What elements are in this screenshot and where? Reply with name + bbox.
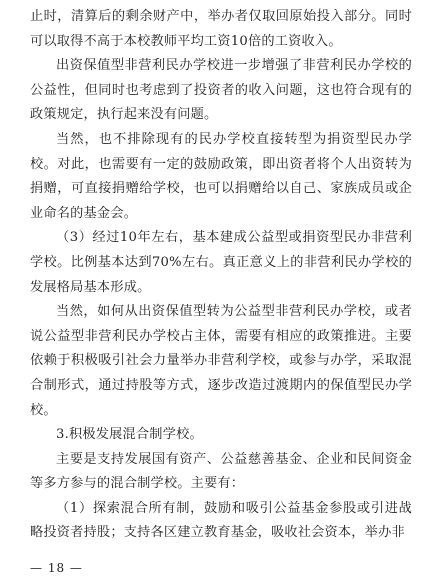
paragraph-7: （1）探索混合所有制，鼓励和吸引公益基金参股或引进战略投资者持股；支持各区建立教育基金，吸收社会资本，举办非 (30, 500, 412, 541)
section-heading: 3.积极发展混合制学校。 (56, 427, 203, 443)
paragraph-6: 主要是支持发展国有资产、公益慈善基金、企业和民间资金等多方参与的混合制学校。主要有： (30, 451, 412, 492)
paragraph-5: 当然，如何从出资保值型转为公益型非营利民办学校，或者说公益型非营利民办学校占主体，需要有相应的政策推进。主要依赖于积极吸引社会力量举办非营利学校，或参与办学，采取混合制形式，通过持股等方式，逐步改造过渡期内的保值型民办学校。 (30, 304, 412, 418)
paragraph-3: 当然，也不排除现有的民办学校直接转型为捐资型民办学校。对此，也需要有一定的鼓励政策，即出资者将个人出资转为捐赠，可直接捐赠给学校，也可以捐赠给以自己、家族成员或企业命名的基金会。 (30, 131, 412, 221)
paragraph-1: 止时，清算后的剩余财产中，举办者仅取回原始投入部分。同时可以取得不高于本校教师平均工资10倍的工资收入。 (30, 9, 412, 49)
paragraph-2: 出资保值型非营利民办学校进一步增强了非营利民办学校的公益性，但同时也考虑到了投资者的收入问题，这也符合现有的政策规定，执行起来没有问题。 (30, 58, 412, 123)
page-number: — 18 — (30, 561, 83, 575)
paragraph-4: （3）经过10年左右，基本建成公益型或捐资型民办非营利学校。比例基本达到70%左右。真正意义上的非营利民办学校的发展格局基本形成。 (30, 230, 412, 295)
